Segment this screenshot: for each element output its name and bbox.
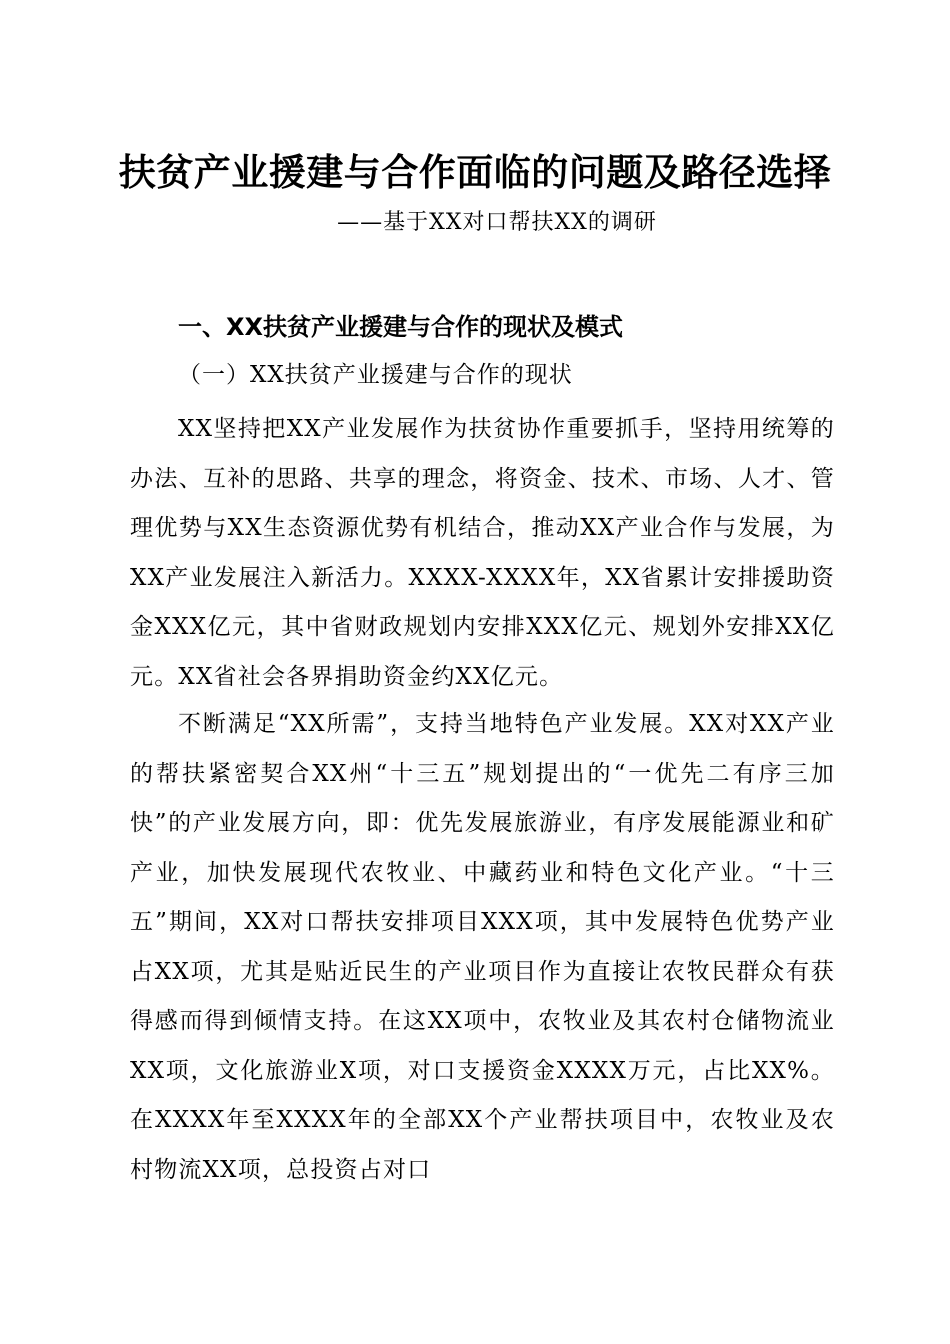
subsection-heading: （一）XX扶贫产业援建与合作的现状	[178, 362, 573, 388]
body-paragraph: 不断满足“XX所需”，支持当地特色产业发展。XX对XX产业的帮扶紧密契合XX州“十三五”规划提出的“一优先二有序三加快”的产业发展方向，即：优先发展旅游业，有序发展能源业和矿产业，加快发展现代农牧业、中藏药业和特色文化产业。“十三五”期间，XX对口帮扶安排项目XXX项，其中发展特色优势产业占XX项，尤其是贴近民生的产业项目作为直接让农牧民群众有获得感而得到倾情支持。在这XX项中，农牧业及其农村仓储物流业XX项，文化旅游业X项，对口支援资金XXXX万元，占比XX%。在XXXX年至XXXX年的全部XX个产业帮扶项目中，农牧业及农村物流XX项，总投资占对口	[130, 711, 835, 1183]
document-subtitle: ——基于XX对口帮扶XX的调研	[337, 210, 657, 235]
document-title: 扶贫产业援建与合作面临的问题及路径选择	[118, 150, 832, 194]
body-paragraph: XX坚持把XX产业发展作为扶贫协作重要抓手，坚持用统筹的办法、互补的思路、共享的理念，将资金、技术、市场、人才、管理优势与XX生态资源优势有机结合，推动XX产业合作与发展，为XX产业发展注入新活力。XXXX-XXXX年，XX省累计安排援助资金XXX亿元，其中省财政规划内安排XXX亿元、规划外安排XX亿元。XX省社会各界捐助资金约XX亿元。	[130, 416, 835, 690]
section-heading: 一、XX扶贫产业援建与合作的现状及模式	[178, 313, 624, 341]
